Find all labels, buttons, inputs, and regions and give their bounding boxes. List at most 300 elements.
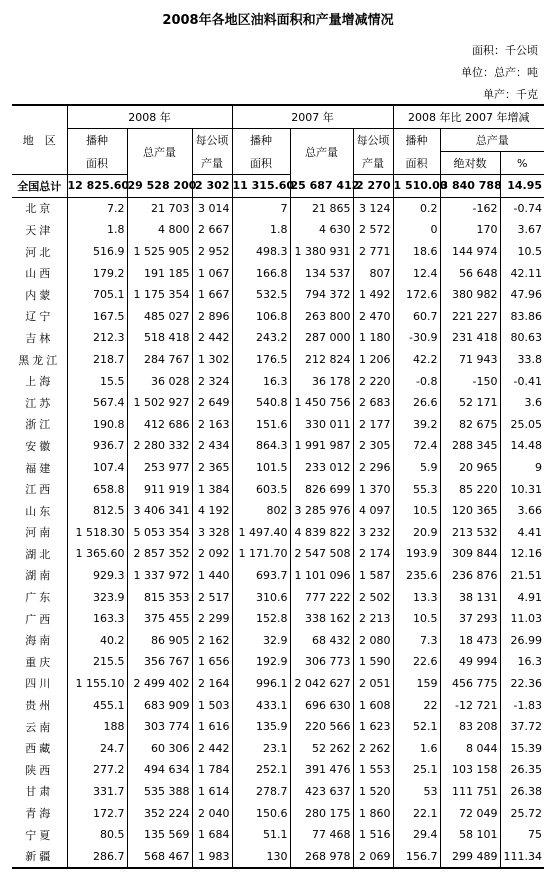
- region-cell: 西藏: [25, 742, 54, 756]
- region-cell: 广西: [25, 612, 54, 626]
- area-2007-cell: 135.9: [232, 716, 290, 738]
- region-cell: 江苏: [25, 396, 54, 410]
- area-change-cell: 55.3: [393, 478, 440, 500]
- area-2007-cell: 106.8: [232, 306, 290, 328]
- table-row: [12, 500, 544, 522]
- area-2008-cell: 212.3: [67, 327, 127, 349]
- yield-2008-cell: 2 896: [192, 306, 232, 328]
- yield-2007-cell: 2 683: [353, 392, 393, 414]
- yield-2007-cell: 2 069: [353, 845, 393, 868]
- output-2007-cell: 391 476: [290, 759, 353, 781]
- output-2008-cell: 683 909: [127, 694, 192, 716]
- output-change-cell: 111 751: [440, 781, 500, 803]
- region-cell: 全国总计: [12, 175, 67, 198]
- yield-2008-cell: 4 192: [192, 500, 232, 522]
- area-2007-cell: 1 497.40: [232, 522, 290, 544]
- table-row: [12, 414, 544, 436]
- area-change-cell: 60.7: [393, 306, 440, 328]
- output-change-cell: 52 171: [440, 392, 500, 414]
- yield-2008-cell: 2 299: [192, 608, 232, 630]
- header-group-2007: 2007 年: [232, 105, 393, 129]
- header-area2-2008: 面积: [67, 152, 127, 175]
- output-change-cell: 120 365: [440, 500, 500, 522]
- unit-note-output: 单位：总产：吨: [461, 66, 538, 79]
- output-change-cell: 18 473: [440, 629, 500, 651]
- total-row: [12, 175, 544, 198]
- region-cell: 甘肃: [25, 785, 54, 799]
- yield-2008-cell: 2 649: [192, 392, 232, 414]
- area-2008-cell: 190.8: [67, 414, 127, 436]
- output-change-cell: 231 418: [440, 327, 500, 349]
- header-output-2008: 总产量: [127, 129, 192, 175]
- output-2008-cell: 2 857 352: [127, 543, 192, 565]
- yield-2007-cell: 1 590: [353, 651, 393, 673]
- output-2008-cell: 356 767: [127, 651, 192, 673]
- output-2007-cell: 4 630: [290, 219, 353, 241]
- header-group-change: 2008 年比 2007 年增减: [393, 105, 544, 129]
- percent-change-cell: 10.31: [500, 478, 544, 500]
- area-2007-cell: 243.2: [232, 327, 290, 349]
- percent-change-cell: 47.96: [500, 284, 544, 306]
- output-change-cell: 299 489: [440, 845, 500, 868]
- yield-2008-cell: 2 952: [192, 241, 232, 263]
- area-2008-cell: 15.5: [67, 370, 127, 392]
- yield-2008-cell: 3 328: [192, 522, 232, 544]
- yield-2008-cell: 2 162: [192, 629, 232, 651]
- output-change-cell: -12 721: [440, 694, 500, 716]
- output-change-cell: 20 965: [440, 457, 500, 479]
- area-change-cell: 0: [393, 219, 440, 241]
- area-2007-cell: 310.6: [232, 586, 290, 608]
- table-row: [12, 565, 544, 587]
- area-change-cell: 1.6: [393, 737, 440, 759]
- yield-2008-cell: 1 503: [192, 694, 232, 716]
- table-body: [12, 175, 544, 869]
- percent-change-cell: 4.91: [500, 586, 544, 608]
- output-2008-cell: 21 703: [127, 197, 192, 219]
- area-2008-cell: 567.4: [67, 392, 127, 414]
- output-2007-cell: 77 468: [290, 824, 353, 846]
- table-row: [12, 522, 544, 544]
- output-change-cell: 58 101: [440, 824, 500, 846]
- region-cell: 青海: [25, 807, 54, 821]
- area-2007-cell: 32.9: [232, 629, 290, 651]
- output-2008-cell: 494 634: [127, 759, 192, 781]
- area-2007-cell: 152.8: [232, 608, 290, 630]
- output-2008-cell: 2 499 402: [127, 673, 192, 695]
- area-2007-cell: 693.7: [232, 565, 290, 587]
- area-2008-cell: 516.9: [67, 241, 127, 263]
- page-title: 2008年各地区油料面积和产量增减情况: [162, 13, 394, 28]
- yield-2008-cell: 1 784: [192, 759, 232, 781]
- table-row: [12, 629, 544, 651]
- table-row: [12, 824, 544, 846]
- output-2007-cell: 52 262: [290, 737, 353, 759]
- area-2008-cell: 12 825.60: [67, 175, 127, 198]
- area-change-cell: -0.8: [393, 370, 440, 392]
- yield-2007-cell: 1 520: [353, 781, 393, 803]
- area-2007-cell: 23.1: [232, 737, 290, 759]
- area-2007-cell: 996.1: [232, 673, 290, 695]
- output-change-cell: 103 158: [440, 759, 500, 781]
- table-row: [12, 197, 544, 219]
- output-2008-cell: 284 767: [127, 349, 192, 371]
- percent-change-cell: -1.83: [500, 694, 544, 716]
- area-change-cell: 235.6: [393, 565, 440, 587]
- output-2008-cell: 1 525 905: [127, 241, 192, 263]
- output-2007-cell: 280 175: [290, 802, 353, 824]
- yield-2007-cell: 1 370: [353, 478, 393, 500]
- yield-2008-cell: 2 324: [192, 370, 232, 392]
- output-change-cell: -162: [440, 197, 500, 219]
- output-2008-cell: 253 977: [127, 457, 192, 479]
- header-area-2008: 播种: [67, 129, 127, 152]
- area-change-cell: 193.9: [393, 543, 440, 565]
- region-cell: 河北: [25, 245, 54, 259]
- output-2007-cell: 2 042 627: [290, 673, 353, 695]
- area-change-cell: 12.4: [393, 262, 440, 284]
- output-2008-cell: 535 388: [127, 781, 192, 803]
- yield-2007-cell: 3 124: [353, 197, 393, 219]
- yield-2008-cell: 2 092: [192, 543, 232, 565]
- region-cell: 新疆: [12, 845, 67, 868]
- yield-2007-cell: 1 860: [353, 802, 393, 824]
- yield-2007-cell: 1 553: [353, 759, 393, 781]
- area-2007-cell: 603.5: [232, 478, 290, 500]
- yield-2008-cell: 2 442: [192, 327, 232, 349]
- header-absolute: 绝对数: [440, 152, 500, 175]
- area-2008-cell: 172.7: [67, 802, 127, 824]
- output-change-cell: 170: [440, 219, 500, 241]
- region-cell: 安徽: [25, 439, 54, 453]
- region-cell: 贵州: [25, 699, 54, 713]
- output-change-cell: 221 227: [440, 306, 500, 328]
- area-change-cell: 53: [393, 781, 440, 803]
- percent-change-cell: 80.63: [500, 327, 544, 349]
- header-yield2-2008: 产量: [192, 152, 232, 175]
- yield-2008-cell: 1 656: [192, 651, 232, 673]
- area-2007-cell: 252.1: [232, 759, 290, 781]
- output-2007-cell: 233 012: [290, 457, 353, 479]
- area-change-cell: 10.5: [393, 608, 440, 630]
- yield-2008-cell: 2 667: [192, 219, 232, 241]
- percent-change-cell: 3.66: [500, 500, 544, 522]
- header-row-3: [12, 152, 544, 175]
- output-change-cell: 38 131: [440, 586, 500, 608]
- output-2007-cell: 134 537: [290, 262, 353, 284]
- area-2007-cell: 176.5: [232, 349, 290, 371]
- yield-2007-cell: 2 220: [353, 370, 393, 392]
- output-2007-cell: 777 222: [290, 586, 353, 608]
- area-2008-cell: 167.5: [67, 306, 127, 328]
- area-2008-cell: 1 155.10: [67, 673, 127, 695]
- percent-change-cell: 75: [500, 824, 544, 846]
- header-percent: %: [500, 152, 544, 175]
- area-2008-cell: 277.2: [67, 759, 127, 781]
- area-change-cell: 172.6: [393, 284, 440, 306]
- table-row: [12, 435, 544, 457]
- yield-2008-cell: 2 434: [192, 435, 232, 457]
- region-cell: 天津: [25, 223, 54, 237]
- header-output-2007: 总产量: [290, 129, 353, 175]
- yield-2008-cell: 1 684: [192, 824, 232, 846]
- region-cell: 宁夏: [25, 828, 54, 842]
- region-cell: 福建: [25, 461, 54, 475]
- region-cell: 河南: [25, 526, 54, 540]
- output-2008-cell: 1 175 354: [127, 284, 192, 306]
- yield-2008-cell: 1 616: [192, 716, 232, 738]
- region-cell: 四川: [25, 677, 54, 691]
- yield-2007-cell: 2 177: [353, 414, 393, 436]
- output-change-cell: 83 208: [440, 716, 500, 738]
- yield-2008-cell: 2 163: [192, 414, 232, 436]
- table-row: [12, 306, 544, 328]
- area-change-cell: 26.6: [393, 392, 440, 414]
- area-2007-cell: 192.9: [232, 651, 290, 673]
- data-table: [12, 104, 544, 869]
- region-cell: 山东: [25, 504, 54, 518]
- area-2007-cell: 1.8: [232, 219, 290, 241]
- area-2008-cell: 80.5: [67, 824, 127, 846]
- yield-2007-cell: 2 572: [353, 219, 393, 241]
- yield-2008-cell: 2 442: [192, 737, 232, 759]
- yield-2007-cell: 2 502: [353, 586, 393, 608]
- area-change-cell: -30.9: [393, 327, 440, 349]
- table-row: [12, 737, 544, 759]
- area-change-cell: 29.4: [393, 824, 440, 846]
- area-2007-cell: 278.7: [232, 781, 290, 803]
- area-2008-cell: 705.1: [67, 284, 127, 306]
- area-change-cell: 18.6: [393, 241, 440, 263]
- header-area-change: 播种: [393, 129, 440, 152]
- percent-change-cell: 14.95: [500, 175, 544, 198]
- table-row: [12, 241, 544, 263]
- table-row: [12, 608, 544, 630]
- header-group-2008: 2008 年: [67, 105, 232, 129]
- region-cell: 黑龙江: [18, 353, 61, 367]
- percent-change-cell: 25.05: [500, 414, 544, 436]
- table-row: [12, 651, 544, 673]
- area-2008-cell: 1 365.60: [67, 543, 127, 565]
- percent-change-cell: 83.86: [500, 306, 544, 328]
- percent-change-cell: 3.6: [500, 392, 544, 414]
- yield-2008-cell: 1 440: [192, 565, 232, 587]
- area-2007-cell: 7: [232, 197, 290, 219]
- table-row: [12, 845, 544, 868]
- region-cell: 湖北: [25, 547, 54, 561]
- area-2008-cell: 179.2: [67, 262, 127, 284]
- region-cell: 重庆: [25, 655, 54, 669]
- output-2007-cell: 220 566: [290, 716, 353, 738]
- area-change-cell: 13.3: [393, 586, 440, 608]
- area-2007-cell: 532.5: [232, 284, 290, 306]
- region-cell: 浙江: [25, 418, 54, 432]
- output-2007-cell: 1 991 987: [290, 435, 353, 457]
- output-2008-cell: 36 028: [127, 370, 192, 392]
- yield-2007-cell: 2 174: [353, 543, 393, 565]
- percent-change-cell: 42.11: [500, 262, 544, 284]
- area-2007-cell: 802: [232, 500, 290, 522]
- yield-2007-cell: 2 470: [353, 306, 393, 328]
- area-2008-cell: 215.5: [67, 651, 127, 673]
- table-row: [12, 370, 544, 392]
- percent-change-cell: 21.51: [500, 565, 544, 587]
- header-yield-2008: 每公顷: [192, 129, 232, 152]
- output-2008-cell: 352 224: [127, 802, 192, 824]
- output-2007-cell: 25 687 412: [290, 175, 353, 198]
- yield-2007-cell: 2 270: [353, 175, 393, 198]
- yield-2007-cell: 1 608: [353, 694, 393, 716]
- output-2008-cell: 815 353: [127, 586, 192, 608]
- table-row: [12, 543, 544, 565]
- yield-2007-cell: 2 213: [353, 608, 393, 630]
- area-2008-cell: 1.8: [67, 219, 127, 241]
- output-2008-cell: 375 455: [127, 608, 192, 630]
- yield-2008-cell: 3 014: [192, 197, 232, 219]
- yield-2007-cell: 1 206: [353, 349, 393, 371]
- area-2008-cell: 1 518.30: [67, 522, 127, 544]
- output-2007-cell: 212 824: [290, 349, 353, 371]
- region-cell: 山西: [25, 267, 54, 281]
- percent-change-cell: 25.72: [500, 802, 544, 824]
- yield-2007-cell: 1 492: [353, 284, 393, 306]
- yield-2007-cell: 1 587: [353, 565, 393, 587]
- header-yield-2007: 每公顷: [353, 129, 393, 152]
- area-2007-cell: 11 315.60: [232, 175, 290, 198]
- table-row: [12, 716, 544, 738]
- output-2007-cell: 4 839 822: [290, 522, 353, 544]
- output-2008-cell: 518 418: [127, 327, 192, 349]
- output-change-cell: 82 675: [440, 414, 500, 436]
- table-row: [12, 694, 544, 716]
- yield-2008-cell: 2 365: [192, 457, 232, 479]
- header-row-2: [12, 129, 544, 152]
- output-2007-cell: 338 162: [290, 608, 353, 630]
- yield-2008-cell: 1 067: [192, 262, 232, 284]
- area-change-cell: 72.4: [393, 435, 440, 457]
- area-change-cell: 25.1: [393, 759, 440, 781]
- yield-2008-cell: 1 983: [192, 845, 232, 868]
- output-change-cell: 456 775: [440, 673, 500, 695]
- header-area2-2007: 面积: [232, 152, 290, 175]
- area-2008-cell: 936.7: [67, 435, 127, 457]
- output-2008-cell: 568 467: [127, 845, 192, 868]
- area-2008-cell: 812.5: [67, 500, 127, 522]
- percent-change-cell: 22.36: [500, 673, 544, 695]
- table-row: [12, 478, 544, 500]
- area-2008-cell: 7.2: [67, 197, 127, 219]
- output-change-cell: 49 994: [440, 651, 500, 673]
- output-2008-cell: 86 905: [127, 629, 192, 651]
- output-2007-cell: 68 432: [290, 629, 353, 651]
- region-cell: 云南: [25, 720, 54, 734]
- region-cell: 广东: [25, 591, 54, 605]
- area-change-cell: 39.2: [393, 414, 440, 436]
- area-2007-cell: 864.3: [232, 435, 290, 457]
- output-change-cell: 380 982: [440, 284, 500, 306]
- header-yield2-2007: 产量: [353, 152, 393, 175]
- yield-2007-cell: 2 051: [353, 673, 393, 695]
- output-2008-cell: 3 406 341: [127, 500, 192, 522]
- output-2008-cell: 303 774: [127, 716, 192, 738]
- table-row: [12, 392, 544, 414]
- table-row: [12, 327, 544, 349]
- area-2007-cell: 166.8: [232, 262, 290, 284]
- percent-change-cell: -0.41: [500, 370, 544, 392]
- percent-change-cell: 33.8: [500, 349, 544, 371]
- output-change-cell: 288 345: [440, 435, 500, 457]
- yield-2007-cell: 2 771: [353, 241, 393, 263]
- output-change-cell: 71 943: [440, 349, 500, 371]
- yield-2007-cell: 2 262: [353, 737, 393, 759]
- region-cell: 湖南: [25, 569, 54, 583]
- header-row-1: [12, 105, 544, 129]
- yield-2008-cell: 1 667: [192, 284, 232, 306]
- yield-2007-cell: 4 097: [353, 500, 393, 522]
- area-2008-cell: 107.4: [67, 457, 127, 479]
- area-2008-cell: 455.1: [67, 694, 127, 716]
- output-change-cell: -150: [440, 370, 500, 392]
- yield-2008-cell: 1 384: [192, 478, 232, 500]
- output-2007-cell: 1 380 931: [290, 241, 353, 263]
- region-cell: 吉林: [25, 331, 54, 345]
- area-2008-cell: 163.3: [67, 608, 127, 630]
- unit-note-area: 面积：千公顷: [472, 44, 538, 57]
- percent-change-cell: 26.99: [500, 629, 544, 651]
- yield-2007-cell: 3 232: [353, 522, 393, 544]
- yield-2007-cell: 2 305: [353, 435, 393, 457]
- output-2007-cell: 263 800: [290, 306, 353, 328]
- percent-change-cell: 10.5: [500, 241, 544, 263]
- percent-change-cell: 37.72: [500, 716, 544, 738]
- area-2007-cell: 16.3: [232, 370, 290, 392]
- yield-2008-cell: 2 302: [192, 175, 232, 198]
- yield-2007-cell: 1 180: [353, 327, 393, 349]
- area-2007-cell: 51.1: [232, 824, 290, 846]
- output-change-cell: 56 648: [440, 262, 500, 284]
- area-change-cell: 1 510.00: [393, 175, 440, 198]
- area-2007-cell: 498.3: [232, 241, 290, 263]
- percent-change-cell: 9: [500, 457, 544, 479]
- output-change-cell: 144 974: [440, 241, 500, 263]
- area-change-cell: 42.2: [393, 349, 440, 371]
- yield-2007-cell: 807: [353, 262, 393, 284]
- area-2007-cell: 151.6: [232, 414, 290, 436]
- table-row: [12, 673, 544, 695]
- output-2008-cell: 911 919: [127, 478, 192, 500]
- output-2007-cell: 306 773: [290, 651, 353, 673]
- table-row: [12, 586, 544, 608]
- area-change-cell: 10.5: [393, 500, 440, 522]
- output-2008-cell: 485 027: [127, 306, 192, 328]
- output-2007-cell: 36 178: [290, 370, 353, 392]
- output-2008-cell: 135 569: [127, 824, 192, 846]
- percent-change-cell: 11.03: [500, 608, 544, 630]
- area-change-cell: 7.3: [393, 629, 440, 651]
- yield-2008-cell: 2 040: [192, 802, 232, 824]
- output-change-cell: 37 293: [440, 608, 500, 630]
- table-row: [12, 457, 544, 479]
- output-2007-cell: 423 637: [290, 781, 353, 803]
- area-2008-cell: 40.2: [67, 629, 127, 651]
- table-row: [12, 781, 544, 803]
- percent-change-cell: 26.38: [500, 781, 544, 803]
- percent-change-cell: 12.16: [500, 543, 544, 565]
- output-2008-cell: 4 800: [127, 219, 192, 241]
- area-change-cell: 22: [393, 694, 440, 716]
- area-2008-cell: 188: [67, 716, 127, 738]
- table-row: [12, 262, 544, 284]
